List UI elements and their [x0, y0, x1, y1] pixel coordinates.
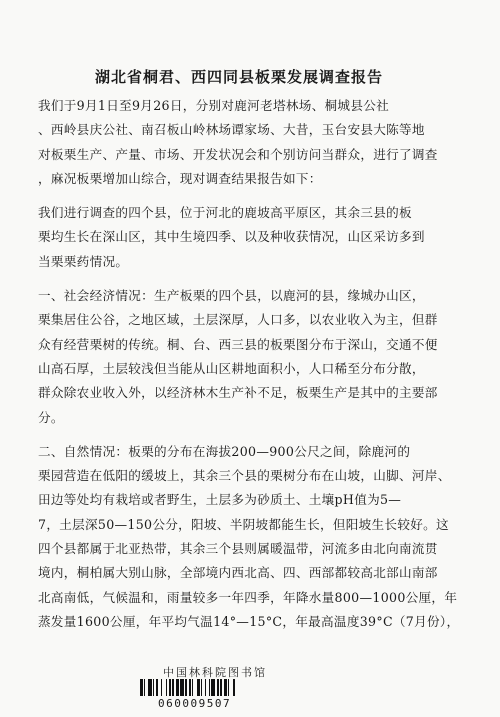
body-line: 栗园营造在低阳的缓坡上，其余三个县的栗树分布在山坡，山脚、河岸、 — [38, 468, 451, 484]
body-line: 二、自然情况：板栗的分布在海拔200—900公尺之间，除鹿河的 — [38, 443, 411, 459]
body-line: 栗均生长在深山区，其中生境四季、以及种收获情况，山区采访多到 — [38, 229, 425, 245]
body-line-gap — [38, 274, 478, 284]
body-line: 蒸发量1600公厘，年平均气温14°—15°C，年最高温度39°C（7月份）， — [38, 613, 460, 629]
body-line: 当栗栗药情况。 — [38, 253, 129, 269]
body-line-gap — [38, 191, 478, 201]
barcode-number: 060009507 — [158, 697, 232, 710]
body-line: 北高南低，气候温和，雨量较多一年四季，年降水量800—1000公厘，年 — [38, 589, 458, 605]
document-body — [38, 94, 478, 634]
document-title: 湖北省桐君、西四同县板栗发展调查报告 — [95, 68, 384, 86]
body-line: 众有经营栗树的传统。桐、台、西三县的板栗图分布于深山，交通不便 — [38, 336, 438, 352]
body-line: 分。 — [38, 409, 64, 425]
body-line: 一、社会经济情况：生产板栗的四个县，以鹿河的县，缘城办山区， — [38, 288, 425, 304]
body-line: ，麻况板栗增加山综合，现对调查结果报告如下： — [38, 170, 322, 186]
body-line: 境内，桐柏属大别山脉，全部境内西北高、四、西部都较高北部山南部 — [38, 565, 438, 581]
body-line: 四个县都属于北亚热带，其余三个县则属暖温带，河流多由北向南流贯 — [38, 541, 438, 557]
body-line: 栗集居住公谷，之地区域，土层深厚，人口多，以农业收入为主，但群 — [38, 312, 438, 328]
body-line: 山高石厚，土层较浅但当能从山区耕地面积小，人口稀至分布分散， — [38, 360, 425, 376]
barcode-space — [235, 679, 236, 696]
body-line: 、西岭县庆公社、南召板山岭林场谭家场、大昔，玉台安县大陈等地 — [38, 122, 425, 138]
library-stamp: 中国林科院图书馆 — [163, 666, 267, 679]
body-line: 对板栗生产、产量、市场、开发状况会和个别访问当群众，进行了调查 — [38, 146, 438, 162]
body-line: 田边等处均有栽培或者野生，土层多为砂质土、土壤pH值为5— — [38, 492, 402, 508]
body-line-gap — [38, 430, 478, 440]
body-line: 我们进行调查的四个县，位于河北的鹿坡高平原区，其余三县的板 — [38, 205, 412, 221]
barcode — [140, 679, 264, 696]
body-line: 7，土层深50—150公分，阳坡、半阴坡都能生长，但阳坡生长较好。这 — [38, 516, 449, 532]
body-line: 我们于9月1日至9月26日，分别对鹿河老塔林场、桐城县公社 — [38, 98, 390, 113]
body-line: 群众除农业收入外，以经济林木生产补不足，板栗生产是其中的主要部 — [38, 385, 438, 401]
